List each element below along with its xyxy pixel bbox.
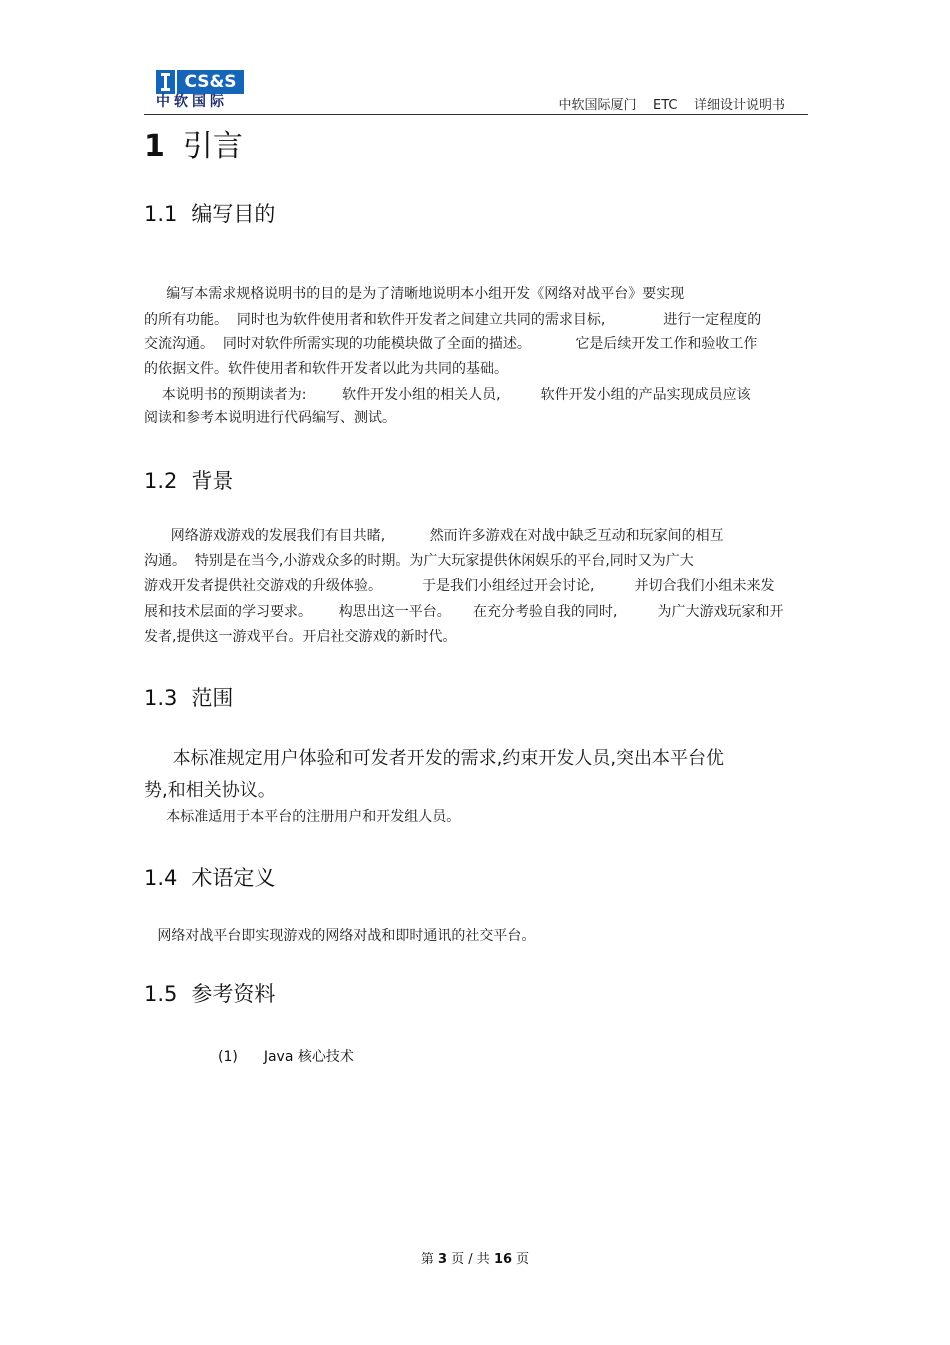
- total-page-count: 16: [493, 1252, 513, 1267]
- footer-suffix: 页: [512, 1252, 530, 1267]
- footer-prefix: 第: [420, 1252, 438, 1267]
- section-number: 1.3: [144, 686, 178, 710]
- chapter-number: 1: [144, 129, 165, 164]
- section-heading-1-2: [144, 467, 233, 495]
- company-logo: [156, 70, 244, 110]
- page-footer: [0, 1248, 950, 1267]
- paragraph-line: 网络游戏游戏的发展我们有目共睹, 然而许多游戏在对战中缺乏互动和玩家间的相互: [144, 528, 724, 544]
- section-heading-1-3: [144, 684, 233, 712]
- chapter-title: 引言: [182, 129, 243, 164]
- logo-i-mark-icon: [156, 70, 175, 94]
- paragraph-line: 展和技术层面的学习要求。 构思出这一平台。 在充分考验自我的同时, 为广大游戏玩家和开: [144, 604, 784, 620]
- section-title: 背景: [191, 469, 234, 493]
- section-number: 1.4: [144, 866, 178, 890]
- chapter-heading: [144, 128, 243, 166]
- current-page-number: 3: [437, 1252, 448, 1267]
- paragraph-line: 编写本需求规格说明书的目的是为了清晰地说明本小组开发《网络对战平台》要实现: [144, 286, 685, 302]
- paragraph-line: 沟通。 特别是在当今,小游戏众多的时期。为广大玩家提供休闲娱乐的平台,同时又为广大: [144, 553, 694, 569]
- paragraph-line: 游戏开发者提供社交游戏的升级体验。 于是我们小组经过开会讨论, 并切合我们小组未来发: [144, 578, 775, 594]
- paragraph-line: 发者,提供这一游戏平台。开启社交游戏的新时代。: [144, 629, 457, 645]
- footer-mid: 页 / 共: [447, 1252, 494, 1267]
- section-1-3-body: [144, 744, 804, 834]
- section-heading-1-1: [144, 200, 275, 228]
- paragraph-line: 的所有功能。 同时也为软件使用者和软件开发者之间建立共同的需求目标, 进行一定程度的: [144, 312, 762, 328]
- logo-chinese-name: 中软国际: [156, 94, 228, 110]
- section-title: 范围: [191, 686, 234, 710]
- paragraph-line: 本标准规定用户体验和可发者开发的需求,约束开发人员,突出本平台优: [144, 748, 725, 769]
- paragraph-line: 本标准适用于本平台的注册用户和开发组人员。: [144, 809, 461, 825]
- logo-text: CS&S: [177, 70, 244, 94]
- paragraph-line: 本说明书的预期读者为: 软件开发小组的相关人员, 软件开发小组的产品实现成员应该: [144, 387, 751, 403]
- section-1-1-body: [144, 282, 804, 432]
- section-title: 术语定义: [191, 866, 276, 890]
- reference-item: [218, 1046, 354, 1066]
- section-1-4-body: [144, 924, 804, 950]
- section-heading-1-4: [144, 864, 275, 892]
- paragraph-line: 网络对战平台即实现游戏的网络对战和即时通讯的社交平台。: [144, 928, 536, 944]
- reference-number: (1): [218, 1049, 238, 1065]
- section-number: 1.1: [144, 202, 178, 226]
- section-1-2-body: [144, 524, 804, 654]
- section-number: 1.2: [144, 469, 178, 493]
- section-title: 参考资料: [191, 982, 276, 1006]
- reference-text: Java 核心技术: [263, 1049, 354, 1065]
- paragraph-line: 阅读和参考本说明进行代码编写、测试。: [144, 410, 396, 426]
- section-number: 1.5: [144, 982, 178, 1006]
- document-header-info: 中软国际厦门 ETC 详细设计说明书: [558, 98, 785, 113]
- section-title: 编写目的: [191, 202, 276, 226]
- paragraph-line: 的依据文件。软件使用者和软件开发者以此为共同的基础。: [144, 361, 508, 377]
- paragraph-line: 交流沟通。 同时对软件所需实现的功能模块做了全面的描述。 它是后续开发工作和验收工作: [144, 336, 758, 352]
- section-heading-1-5: [144, 980, 275, 1008]
- header-divider: [144, 114, 808, 115]
- paragraph-line: 势,和相关协议。: [144, 780, 276, 801]
